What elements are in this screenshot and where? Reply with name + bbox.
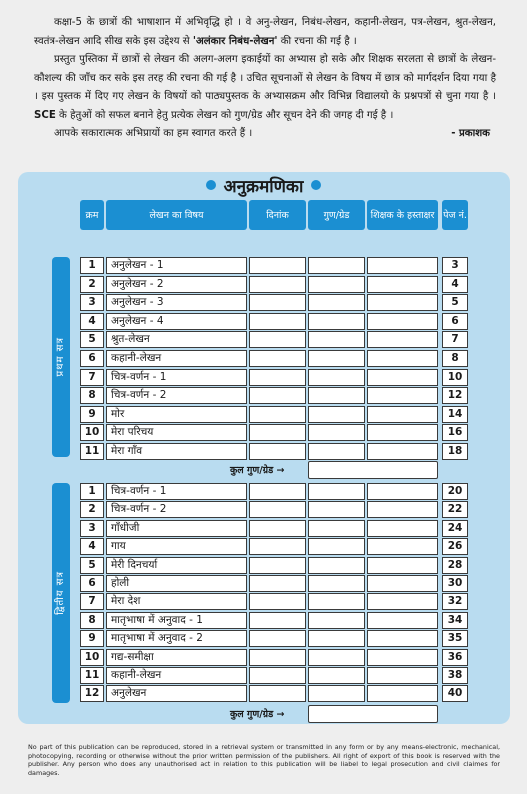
teacher-sign-cell[interactable] bbox=[367, 520, 438, 537]
row-page: 32 bbox=[442, 593, 468, 610]
publisher-signature: - प्रकाशक bbox=[451, 128, 490, 139]
date-cell[interactable] bbox=[249, 538, 306, 555]
row-number: 10 bbox=[80, 649, 104, 666]
total-grade-label: कुल गुण/ग्रेड → bbox=[230, 709, 285, 720]
date-cell[interactable] bbox=[249, 685, 306, 702]
teacher-sign-cell[interactable] bbox=[367, 575, 438, 592]
table-row bbox=[0, 685, 527, 702]
table-row bbox=[0, 483, 527, 500]
teacher-sign-cell[interactable] bbox=[367, 685, 438, 702]
row-subject: मेरी दिनचर्या bbox=[106, 557, 247, 574]
bullet-icon bbox=[206, 180, 216, 190]
table-row bbox=[0, 649, 527, 666]
grade-cell[interactable] bbox=[308, 483, 365, 500]
date-cell[interactable] bbox=[249, 313, 306, 330]
row-number: 3 bbox=[80, 520, 104, 537]
row-number: 11 bbox=[80, 667, 104, 684]
date-cell[interactable] bbox=[249, 575, 306, 592]
teacher-sign-cell[interactable] bbox=[367, 331, 438, 348]
grade-cell[interactable] bbox=[308, 257, 365, 274]
grade-cell[interactable] bbox=[308, 501, 365, 518]
row-subject: मातृभाषा में अनुवाद - 1 bbox=[106, 612, 247, 629]
copyright-notice: No part of this publication can be reproduced, stored in a retrieval system or transmitted in any form or by any means-electronic, mechanical, photocopying, recording or otherwise without the prior written permission of the publishers. All right of export of this book is reserved with the publisher. Any person who does any unauthorised act in relation to this publication will be liabel to legal prosecution and civil claimes for damages. bbox=[28, 743, 500, 777]
row-page: 28 bbox=[442, 557, 468, 574]
row-page: 22 bbox=[442, 501, 468, 518]
row-subject: गद्य-समीक्षा bbox=[106, 649, 247, 666]
row-number: 2 bbox=[80, 276, 104, 293]
row-subject: मोर bbox=[106, 406, 247, 423]
index-title-row bbox=[0, 172, 527, 198]
grade-cell[interactable] bbox=[308, 612, 365, 629]
teacher-sign-cell[interactable] bbox=[367, 424, 438, 441]
row-subject: अनुलेखन bbox=[106, 685, 247, 702]
teacher-sign-cell[interactable] bbox=[367, 294, 438, 311]
row-subject: चित्र-वर्णन - 1 bbox=[106, 369, 247, 386]
table-row bbox=[0, 369, 527, 386]
date-cell[interactable] bbox=[249, 520, 306, 537]
teacher-sign-cell[interactable] bbox=[367, 483, 438, 500]
session2-label: द्वितीय सत्र bbox=[52, 483, 70, 703]
row-number: 9 bbox=[80, 406, 104, 423]
table-row bbox=[0, 612, 527, 629]
date-cell[interactable] bbox=[249, 483, 306, 500]
grade-cell[interactable] bbox=[308, 667, 365, 684]
grade-cell[interactable] bbox=[308, 387, 365, 404]
table-row bbox=[0, 350, 527, 367]
teacher-sign-cell[interactable] bbox=[367, 501, 438, 518]
row-page: 6 bbox=[442, 313, 468, 330]
date-cell[interactable] bbox=[249, 424, 306, 441]
teacher-sign-cell[interactable] bbox=[367, 350, 438, 367]
table-row bbox=[0, 331, 527, 348]
teacher-sign-cell[interactable] bbox=[367, 257, 438, 274]
table-row bbox=[0, 313, 527, 330]
row-subject: चित्र-वर्णन - 1 bbox=[106, 483, 247, 500]
grade-cell[interactable] bbox=[308, 331, 365, 348]
teacher-sign-cell[interactable] bbox=[367, 649, 438, 666]
grade-cell[interactable] bbox=[308, 313, 365, 330]
row-subject: कहानी-लेखन bbox=[106, 667, 247, 684]
teacher-sign-cell[interactable] bbox=[367, 369, 438, 386]
row-number: 8 bbox=[80, 387, 104, 404]
row-page: 12 bbox=[442, 387, 468, 404]
row-page: 24 bbox=[442, 520, 468, 537]
row-number: 7 bbox=[80, 369, 104, 386]
table-row bbox=[0, 667, 527, 684]
row-page: 36 bbox=[442, 649, 468, 666]
date-cell[interactable] bbox=[249, 294, 306, 311]
preface-paragraph-2: प्रस्तुत पुस्तिका में छात्रों से लेखन की अलग-अलग इकाईयों का अभ्यास हो सके और शिक्षक सरलता से छात्रों के लेखन-कौशल्य की जाँच कर सके इस तरह की रचना की गई है । उचित सूचनाओं से लेखन के विषय में छात्र को मार्गदर्शन दिया गया है । इस पुस्तक में दिए गए लेखन के विषयों को पाठ्यपुस्तक के अभ्यासक्रम और विभिन्न विद्यालयो के प्रश्नपत्रों से चुना गया है । SCE के हेतुओं को सफल बनाने हेतु प्रत्येक लेखन को गुण/ग्रेड और सूचन देने की जगह दी गई है । bbox=[34, 54, 496, 121]
teacher-sign-cell[interactable] bbox=[367, 667, 438, 684]
table-row bbox=[0, 406, 527, 423]
row-page: 3 bbox=[442, 257, 468, 274]
row-page: 10 bbox=[442, 369, 468, 386]
grade-cell[interactable] bbox=[308, 575, 365, 592]
row-number: 5 bbox=[80, 557, 104, 574]
table-row bbox=[0, 557, 527, 574]
row-page: 34 bbox=[442, 612, 468, 629]
table-row bbox=[0, 276, 527, 293]
date-cell[interactable] bbox=[249, 557, 306, 574]
grade-cell[interactable] bbox=[308, 294, 365, 311]
header-teacher-sign: शिक्षक के हस्ताक्षर bbox=[367, 200, 438, 230]
table-row bbox=[0, 538, 527, 555]
row-number: 11 bbox=[80, 443, 104, 460]
row-number: 4 bbox=[80, 538, 104, 555]
row-subject: मेरा गाँव bbox=[106, 443, 247, 460]
date-cell[interactable] bbox=[249, 667, 306, 684]
session1-total bbox=[0, 461, 527, 479]
grade-cell[interactable] bbox=[308, 649, 365, 666]
row-number: 6 bbox=[80, 350, 104, 367]
row-subject: अनुलेखन - 1 bbox=[106, 257, 247, 274]
teacher-sign-cell[interactable] bbox=[367, 406, 438, 423]
row-subject: चित्र-वर्णन - 2 bbox=[106, 387, 247, 404]
row-page: 7 bbox=[442, 331, 468, 348]
table-row bbox=[0, 387, 527, 404]
date-cell[interactable] bbox=[249, 612, 306, 629]
row-number: 4 bbox=[80, 313, 104, 330]
row-page: 8 bbox=[442, 350, 468, 367]
row-page: 26 bbox=[442, 538, 468, 555]
teacher-sign-cell[interactable] bbox=[367, 387, 438, 404]
grade-cell[interactable] bbox=[308, 424, 365, 441]
row-page: 14 bbox=[442, 406, 468, 423]
bullet-icon bbox=[311, 180, 321, 190]
teacher-sign-cell[interactable] bbox=[367, 557, 438, 574]
total-grade-box bbox=[308, 705, 438, 723]
row-page: 16 bbox=[442, 424, 468, 441]
date-cell[interactable] bbox=[249, 331, 306, 348]
row-number: 12 bbox=[80, 685, 104, 702]
date-cell[interactable] bbox=[249, 501, 306, 518]
teacher-sign-cell[interactable] bbox=[367, 593, 438, 610]
preface-closing bbox=[34, 125, 496, 144]
row-number: 5 bbox=[80, 331, 104, 348]
preface-paragraph-1: कक्षा-5 के छात्रों की भाषाशान में अभिवृद्धि हो । वे अनु-लेखन, निबंध-लेखन, कहानी-लेखन, पत्र-लेखन, श्रुत-लेखन, स्वतंत्र-लेखन आदि सीख सके इस उद्देश्य से 'अलंकार निबंध-लेखन' की रचना की गई है । bbox=[34, 17, 496, 47]
table-row bbox=[0, 593, 527, 610]
row-page: 5 bbox=[442, 294, 468, 311]
row-number: 8 bbox=[80, 612, 104, 629]
row-subject: मेरा देश bbox=[106, 593, 247, 610]
row-page: 4 bbox=[442, 276, 468, 293]
teacher-sign-cell[interactable] bbox=[367, 612, 438, 629]
row-subject: अनुलेखन - 4 bbox=[106, 313, 247, 330]
row-subject: होली bbox=[106, 575, 247, 592]
row-number: 6 bbox=[80, 575, 104, 592]
row-page: 18 bbox=[442, 443, 468, 460]
table-row bbox=[0, 520, 527, 537]
header-date: दिनांक bbox=[249, 200, 306, 230]
row-subject: अनुलेखन - 2 bbox=[106, 276, 247, 293]
date-cell[interactable] bbox=[249, 593, 306, 610]
session2-total bbox=[0, 705, 527, 723]
date-cell[interactable] bbox=[249, 406, 306, 423]
row-number: 1 bbox=[80, 483, 104, 500]
date-cell[interactable] bbox=[249, 443, 306, 460]
row-page: 35 bbox=[442, 630, 468, 647]
grade-cell[interactable] bbox=[308, 538, 365, 555]
row-page: 38 bbox=[442, 667, 468, 684]
date-cell[interactable] bbox=[249, 369, 306, 386]
header-grade: गुण/ग्रेड bbox=[308, 200, 365, 230]
grade-cell[interactable] bbox=[308, 593, 365, 610]
date-cell[interactable] bbox=[249, 649, 306, 666]
grade-cell[interactable] bbox=[308, 520, 365, 537]
row-subject: गाय bbox=[106, 538, 247, 555]
table-row bbox=[0, 630, 527, 647]
grade-cell[interactable] bbox=[308, 369, 365, 386]
table-row bbox=[0, 257, 527, 274]
row-subject: कहानी-लेखन bbox=[106, 350, 247, 367]
row-number: 7 bbox=[80, 593, 104, 610]
row-page: 20 bbox=[442, 483, 468, 500]
row-subject: अनुलेखन - 3 bbox=[106, 294, 247, 311]
table-row bbox=[0, 424, 527, 441]
row-subject: मेरा परिचय bbox=[106, 424, 247, 441]
header-page: पेज नं. bbox=[442, 200, 468, 230]
date-cell[interactable] bbox=[249, 257, 306, 274]
session1-label: प्रथम सत्र bbox=[52, 257, 70, 457]
grade-cell[interactable] bbox=[308, 685, 365, 702]
row-number: 10 bbox=[80, 424, 104, 441]
teacher-sign-cell[interactable] bbox=[367, 538, 438, 555]
grade-cell[interactable] bbox=[308, 406, 365, 423]
row-subject: चित्र-वर्णन - 2 bbox=[106, 501, 247, 518]
teacher-sign-cell[interactable] bbox=[367, 630, 438, 647]
grade-cell[interactable] bbox=[308, 630, 365, 647]
grade-cell[interactable] bbox=[308, 350, 365, 367]
total-grade-label: कुल गुण/ग्रेड → bbox=[230, 465, 285, 476]
row-subject: श्रुत-लेखन bbox=[106, 331, 247, 348]
preface-closing-text: आपके सकारात्मक अभिप्रायों का हम स्वागत करते हैं । bbox=[54, 128, 253, 139]
table-row bbox=[0, 443, 527, 460]
row-number: 3 bbox=[80, 294, 104, 311]
row-number: 2 bbox=[80, 501, 104, 518]
index-title: अनुक्रमणिका bbox=[223, 176, 304, 197]
grade-cell[interactable] bbox=[308, 276, 365, 293]
teacher-sign-cell[interactable] bbox=[367, 313, 438, 330]
total-grade-box bbox=[308, 461, 438, 479]
row-number: 9 bbox=[80, 630, 104, 647]
row-number: 1 bbox=[80, 257, 104, 274]
preface bbox=[34, 14, 496, 144]
header-num: क्रम bbox=[80, 200, 104, 230]
date-cell[interactable] bbox=[249, 276, 306, 293]
header-subject: लेखन का विषय bbox=[106, 200, 247, 230]
teacher-sign-cell[interactable] bbox=[367, 276, 438, 293]
table-row bbox=[0, 575, 527, 592]
table-row bbox=[0, 294, 527, 311]
row-subject: मातृभाषा में अनुवाद - 2 bbox=[106, 630, 247, 647]
row-subject: गाँधीजी bbox=[106, 520, 247, 537]
date-cell[interactable] bbox=[249, 630, 306, 647]
table-row bbox=[0, 501, 527, 518]
date-cell[interactable] bbox=[249, 387, 306, 404]
date-cell[interactable] bbox=[249, 350, 306, 367]
grade-cell[interactable] bbox=[308, 557, 365, 574]
row-page: 30 bbox=[442, 575, 468, 592]
teacher-sign-cell[interactable] bbox=[367, 443, 438, 460]
row-page: 40 bbox=[442, 685, 468, 702]
grade-cell[interactable] bbox=[308, 443, 365, 460]
